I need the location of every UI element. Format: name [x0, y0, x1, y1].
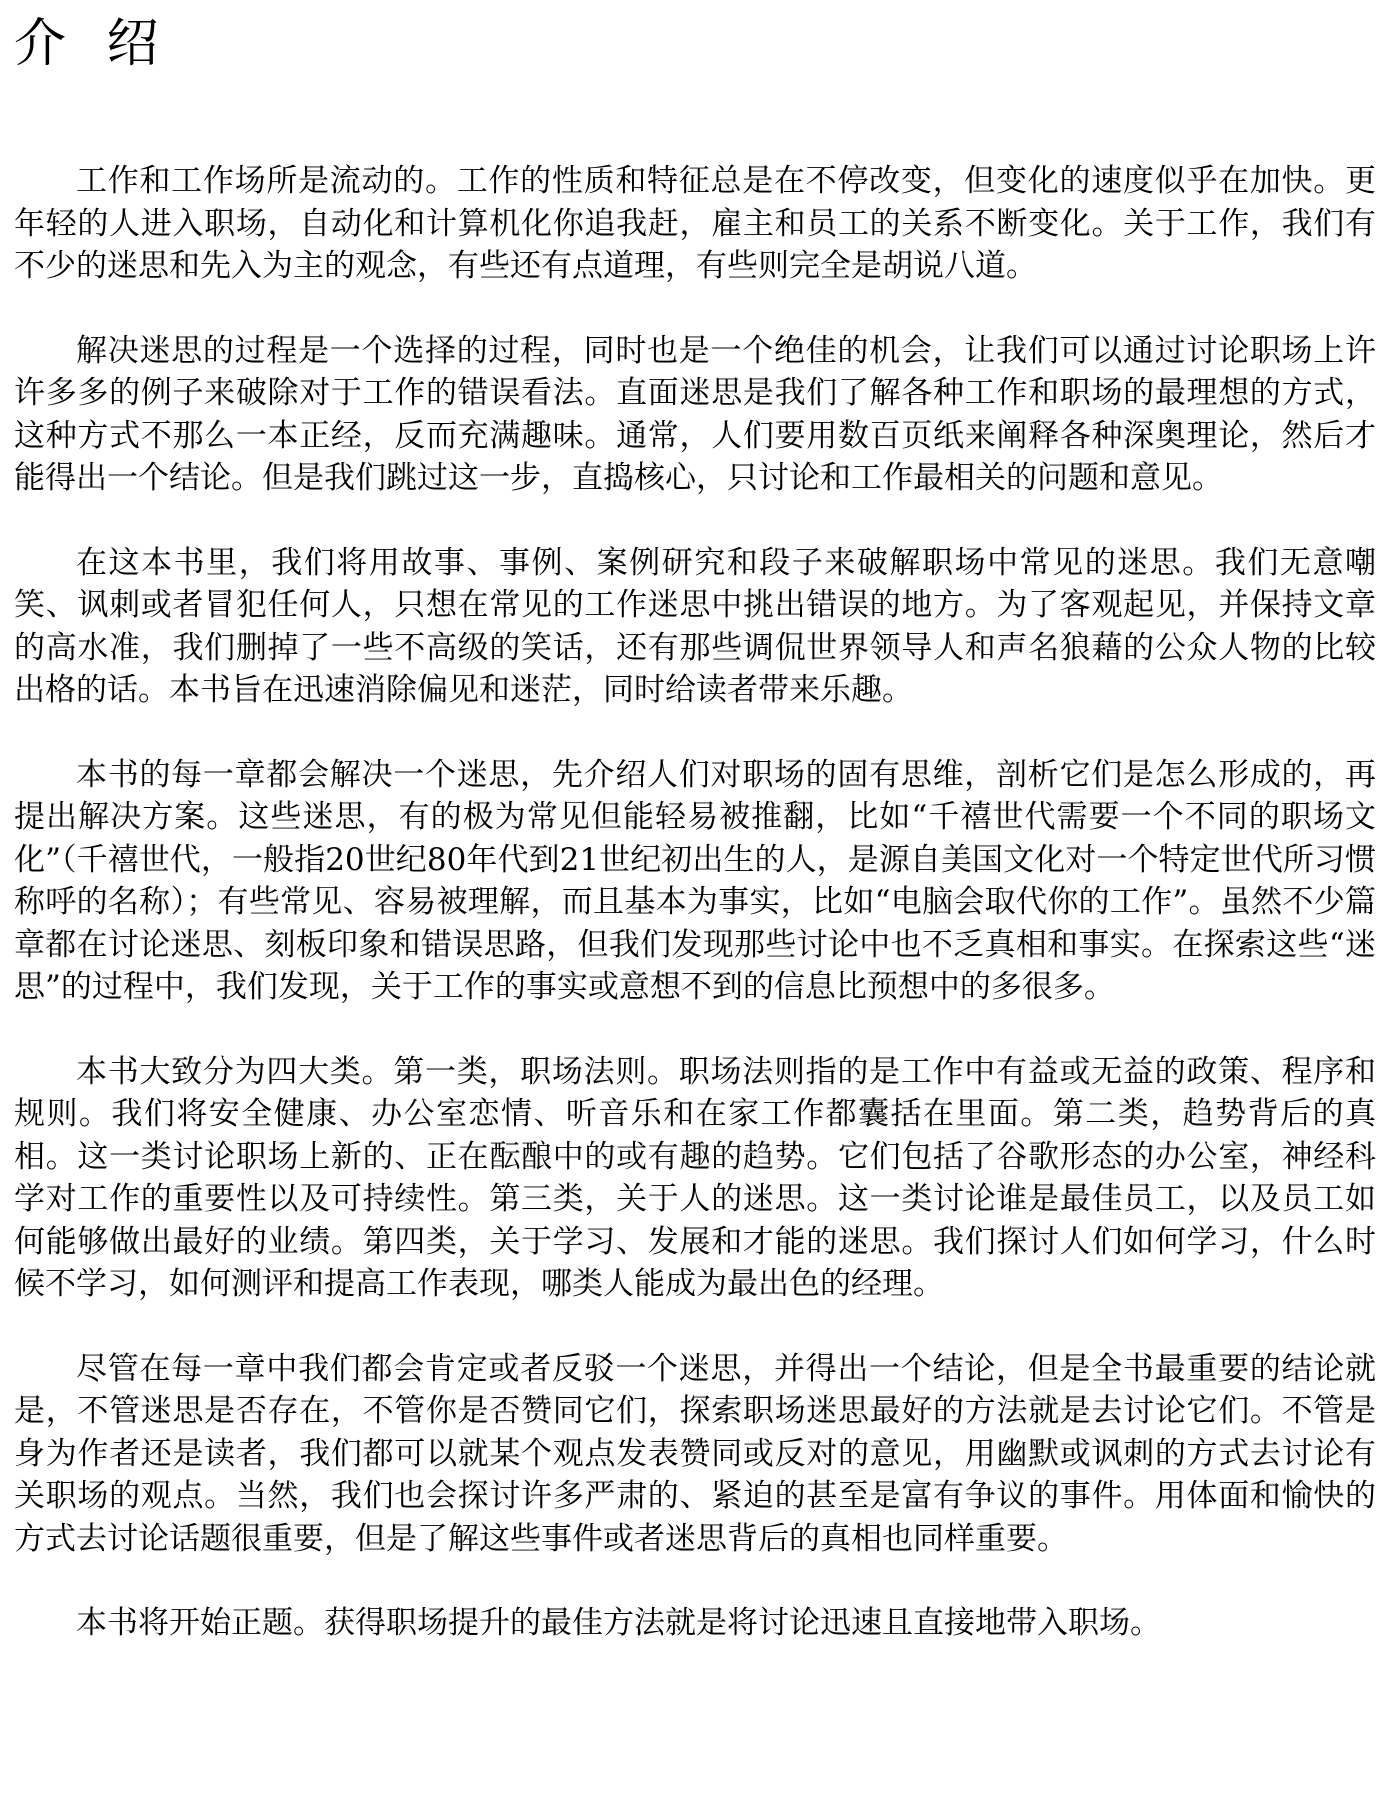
chapter-title: 介 绍	[14, 14, 171, 74]
paragraph-7: 本书将开始正题。获得职场提升的最佳方法就是将讨论迅速且直接地带入职场。	[76, 1605, 1161, 1641]
paragraph-6: 尽管在每一章中我们都会肯定或者反驳一个迷思，并得出一个结论，但是全书最重要的结论就是，不管迷思是否存在，不管你是否赞同它们，探索职场迷思最好的方法就是去讨论它们。不管是身为作者还是读者，我们都可以就某个观点发表赞同或反对的意见，用幽默或讽刺的方式去讨论有关职场的观点。当然，我们也会探讨许多严肃的、紧迫的甚至是富有争议的事件。用体面和愉快的方式去讨论话题很重要，但是了解这些事件或者迷思背后的真相也同样重要。	[14, 1350, 1376, 1557]
paragraph-4: 本书的每一章都会解决一个迷思，先介绍人们对职场的固有思维，剖析它们是怎么形成的，再提出解决方案。这些迷思，有的极为常见但能轻易被推翻，比如“千禧世代需要一个不同的职场文化”（千禧世代，一般指20世纪80年代到21世纪初出生的人，是源自美国文化对一个特定世代所习惯称呼的名称）；有些常见、容易被理解，而且基本为事实，比如“电脑会取代你的工作”。虽然不少篇章都在讨论迷思、刻板印象和错误思路，但我们发现那些讨论中也不乏真相和事实。在探索这些“迷思”的过程中，我们发现，关于工作的事实或意想不到的信息比预想中的多很多。	[14, 756, 1376, 1005]
paragraph-2: 解决迷思的过程是一个选择的过程，同时也是一个绝佳的机会，让我们可以通过讨论职场上许许多多的例子来破除对于工作的错误看法。直面迷思是我们了解各种工作和职场的最理想的方式，这种方式不那么一本正经，反而充满趣味。通常，人们要用数百页纸来阐释各种深奥理论，然后才能得出一个结论。但是我们跳过这一步，直捣核心，只讨论和工作最相关的问题和意见。	[14, 332, 1376, 496]
chapter-body	[14, 160, 1376, 1687]
paragraph-1: 工作和工作场所是流动的。工作的性质和特征总是在不停改变，但变化的速度似乎在加快。更年轻的人进入职场，自动化和计算机化你追我赶，雇主和员工的关系不断变化。关于工作，我们有不少的迷思和先入为主的观念，有些还有点道理，有些则完全是胡说八道。	[14, 163, 1376, 284]
paragraph-3: 在这本书里，我们将用故事、事例、案例研究和段子来破解职场中常见的迷思。我们无意嘲笑、讽刺或者冒犯任何人，只想在常见的工作迷思中挑出错误的地方。为了客观起见，并保持文章的高水准，我们删掉了一些不高级的笑话，还有那些调侃世界领导人和声名狼藉的公众人物的比较出格的话。本书旨在迅速消除偏见和迷茫，同时给读者带来乐趣。	[14, 544, 1376, 708]
paragraph-5: 本书大致分为四大类。第一类，职场法则。职场法则指的是工作中有益或无益的政策、程序和规则。我们将安全健康、办公室恋情、听音乐和在家工作都囊括在里面。第二类，趋势背后的真相。这一类讨论职场上新的、正在酝酿中的或有趣的趋势。它们包括了谷歌形态的办公室，神经科学对工作的重要性以及可持续性。第三类，关于人的迷思。这一类讨论谁是最佳员工，以及员工如何能够做出最好的业绩。第四类，关于学习、发展和才能的迷思。我们探讨人们如何学习，什么时候不学习，如何测评和提高工作表现，哪类人能成为最出色的经理。	[14, 1053, 1376, 1302]
